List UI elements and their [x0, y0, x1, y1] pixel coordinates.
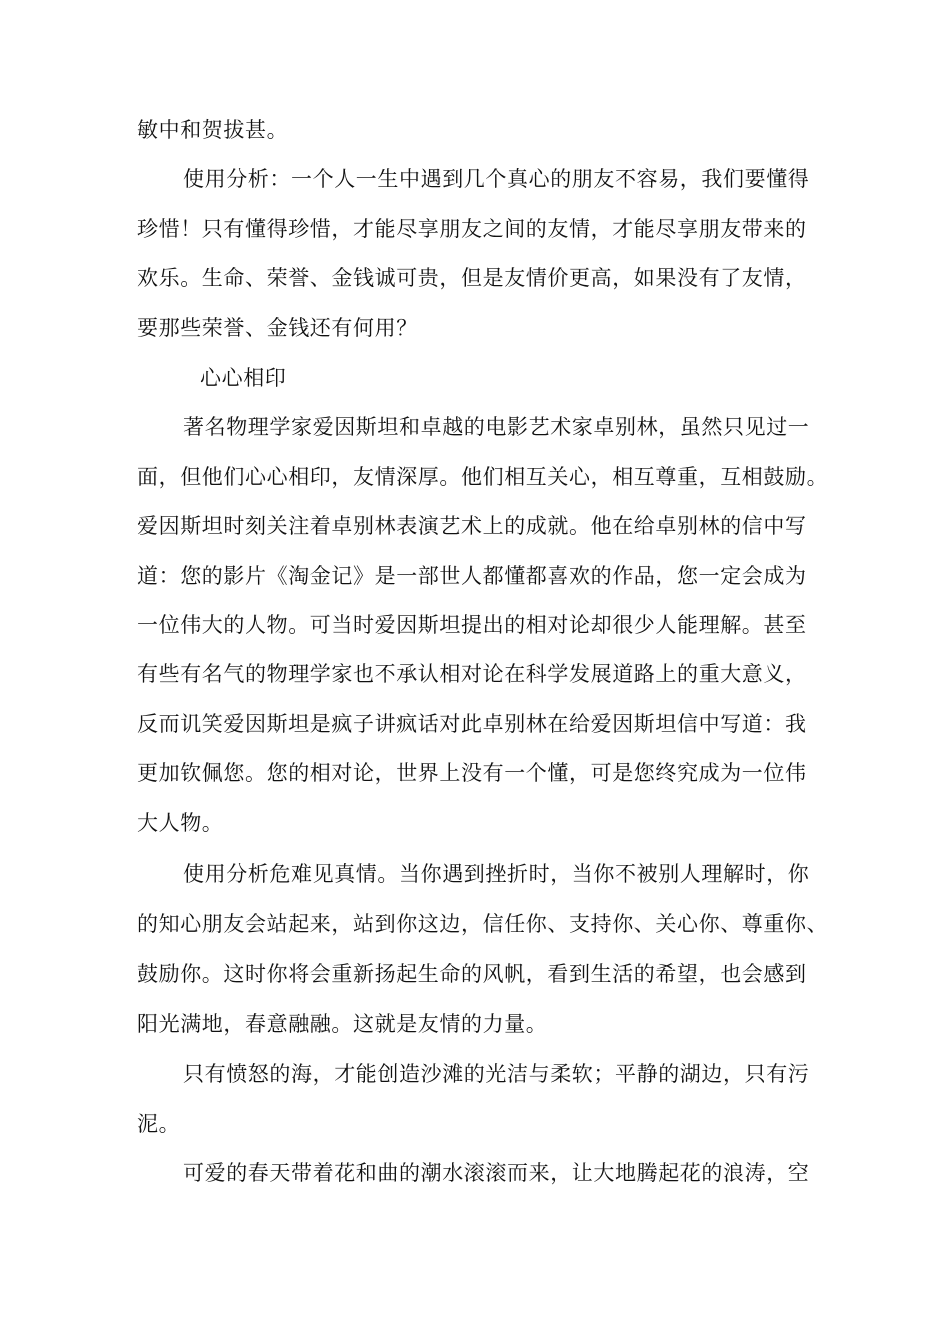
text-line: 敏中和贺拔甚。 — [137, 118, 289, 142]
text-line: 珍惜！只有懂得珍惜，才能尽享朋友之间的友情，才能尽享朋友带来的 — [137, 217, 807, 241]
text-line: 反而讥笑爱因斯坦是疯子讲疯话对此卓别林在给爱因斯坦信中写道：我 — [137, 712, 807, 736]
text-line: 面，但他们心心相印，友情深厚。他们相互关心，相互尊重，互相鼓励。 — [137, 465, 829, 489]
text-line: 一位伟大的人物。可当时爱因斯坦提出的相对论却很少人能理解。甚至 — [137, 613, 807, 637]
text-line: 使用分析危难见真情。当你遇到挫折时，当你不被别人理解时，你 — [183, 862, 810, 886]
text-line: 使用分析：一个人一生中遇到几个真心的朋友不容易，我们要懂得 — [183, 167, 810, 191]
text-line: 的知心朋友会站起来，站到你这边，信任你、支持你、关心你、尊重你、 — [137, 912, 829, 936]
text-line: 鼓励你。这时你将会重新扬起生命的风帆，看到生活的希望，也会感到 — [137, 962, 807, 986]
text-line: 著名物理学家爱因斯坦和卓越的电影艺术家卓别林，虽然只见过一 — [183, 415, 810, 439]
text-line: 可爱的春天带着花和曲的潮水滚滚而来，让大地腾起花的浪涛，空 — [183, 1161, 810, 1185]
text-line: 更加钦佩您。您的相对论，世界上没有一个懂，可是您终究成为一位伟 — [137, 761, 807, 785]
text-line: 阳光满地，春意融融。这就是友情的力量。 — [137, 1012, 548, 1036]
text-line: 只有愤怒的海，才能创造沙滩的光洁与柔软；平静的湖边，只有污 — [183, 1062, 810, 1086]
text-line: 爱因斯坦时刻关注着卓别林表演艺术上的成就。他在给卓别林的信中写 — [137, 514, 807, 538]
text-line: 道：您的影片《淘金记》是一部世人都懂都喜欢的作品，您一定会成为 — [137, 564, 807, 588]
text-line: 欢乐。生命、荣誉、金钱诚可贵，但是友情价更高，如果没有了友情， — [137, 266, 807, 290]
text-line: 有些有名气的物理学家也不承认相对论在科学发展道路上的重大意义， — [137, 662, 807, 686]
section-heading: 心心相印 — [200, 366, 287, 390]
text-line: 大人物。 — [137, 811, 224, 835]
text-line: 泥。 — [137, 1112, 181, 1136]
text-line: 要那些荣誉、金钱还有何用？ — [137, 316, 418, 340]
